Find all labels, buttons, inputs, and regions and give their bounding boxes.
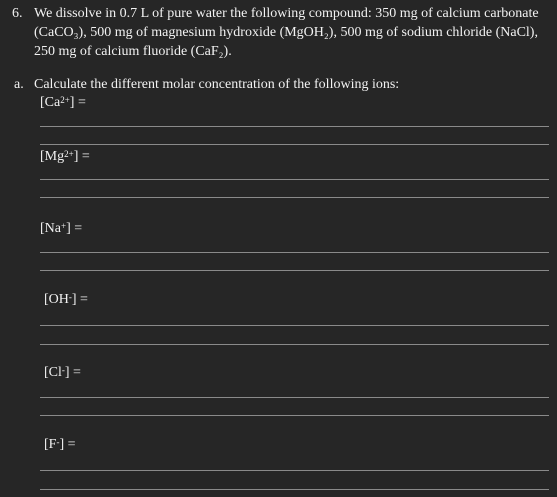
question-text: We dissolve in 0.7 L of pure water the following compound: 350 mg of calcium carbonate (CaCO₃), 500 mg of magnesium hydroxide (MgOH₂), 500 mg of sodium chloride (NaCl), 250 mg of calcium fluoride (CaF₂). [34, 6, 539, 59]
answer-line-magnesium-2[interactable] [40, 197, 549, 198]
ion-charge: 2+ [64, 149, 74, 159]
ion-equals: ] = [73, 149, 90, 164]
answer-line-sodium-1[interactable] [40, 252, 549, 253]
ion-equals: ] = [59, 437, 76, 452]
ion-charge: 2+ [60, 95, 70, 105]
answer-line-sodium-2[interactable] [40, 270, 549, 271]
ion-symbol: [Na [40, 221, 61, 236]
ion-charge: - [68, 292, 72, 302]
answer-line-hydroxide-2[interactable] [40, 344, 549, 345]
ion-hydroxide-label [44, 291, 88, 309]
ion-symbol: [Ca [40, 95, 61, 110]
ion-fluoride-label [44, 436, 76, 454]
answer-line-hydroxide-1[interactable] [40, 325, 549, 326]
answer-line-calcium-1[interactable] [40, 126, 549, 127]
part-a-instruction: Calculate the different molar concentration of the following ions: [34, 77, 400, 92]
ion-equals: ] = [71, 292, 88, 307]
answer-line-calcium-2[interactable] [40, 144, 549, 145]
ion-calcium-label [40, 94, 86, 112]
question-number: 6. [12, 6, 23, 21]
answer-line-fluoride-2[interactable] [40, 489, 549, 490]
ion-equals: ] = [64, 365, 81, 380]
ion-symbol: [F [44, 437, 57, 452]
ion-charge: - [56, 437, 60, 447]
ion-charge: + [61, 221, 67, 231]
answer-line-magnesium-1[interactable] [40, 179, 549, 180]
ion-sodium-label [40, 220, 82, 238]
answer-line-fluoride-1[interactable] [40, 470, 549, 471]
ion-symbol: [OH [44, 292, 69, 307]
ion-symbol: [Cl [44, 365, 62, 380]
ion-magnesium-label [40, 148, 90, 166]
ion-equals: ] = [66, 221, 83, 236]
answer-line-chloride-2[interactable] [40, 415, 549, 416]
part-a-label: a. [14, 77, 24, 92]
ion-chloride-label [44, 364, 81, 382]
answer-line-chloride-1[interactable] [40, 397, 549, 398]
ion-symbol: [Mg [40, 149, 65, 164]
ion-equals: ] = [69, 95, 86, 110]
ion-charge: - [61, 365, 65, 375]
